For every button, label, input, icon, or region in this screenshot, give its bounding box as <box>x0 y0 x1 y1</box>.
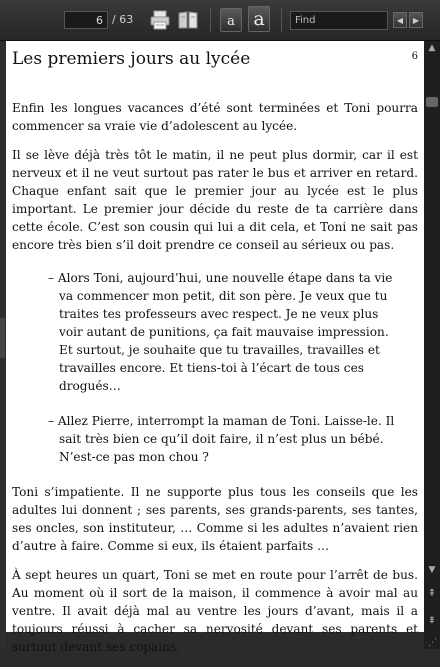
page-up-icon[interactable]: ⇞ <box>427 587 437 599</box>
paragraph: À sept heures un quart, Toni se met en route pour l’arrêt de bus. Au moment où il sort de la maison, il commence à avoir mal au ventre. Il avait déjà mal au ventre les jours d’avant, mais il a toujours réussi à cacher sa nervosité devant ses parents et surtout devant ses copains. <box>12 568 418 654</box>
print-icon[interactable] <box>149 9 171 31</box>
book-icon[interactable] <box>177 9 199 31</box>
page-title: Les premiers jours au lycée <box>12 49 251 69</box>
paragraph: Enfin les longues vacances d’été sont terminées et Toni pourra commencer sa vraie vie d’adolescent au lycée. <box>12 101 418 133</box>
page-number: 6 <box>411 51 418 62</box>
chevron-right-icon: ▶ <box>412 15 420 25</box>
sidebar-handle[interactable] <box>0 318 5 358</box>
increase-font-button[interactable]: a <box>248 6 270 32</box>
dialog-paragraph: – Alors Toni, aujourd’hui, une nouvelle étape dans ta vie va commencer mon petit, dit son père. Je veux que tu traites tes professeurs avec respect. Je ne veux plus voir autant de punitions, ça fait mauvaise impression. Et surtout, je souhaite que tu travailles, travailles et travailles encore. Et tiens-toi à l’écart de tous ces drogués… <box>48 271 393 393</box>
toolbar-divider <box>281 8 282 32</box>
vertical-scrollbar[interactable] <box>424 41 440 649</box>
decrease-font-button[interactable]: a <box>220 8 242 32</box>
document-page <box>6 41 424 654</box>
find-input[interactable] <box>290 11 388 30</box>
page-down-icon[interactable]: ⇟ <box>427 614 437 626</box>
page-number-input[interactable] <box>64 11 108 29</box>
dialog-paragraph: – Allez Pierre, interrompt la maman de Toni. Laisse-le. Il sait très bien ce qu’il doit faire, il n’est plus un bébé. N’est-ce pas mon chou ? <box>48 414 395 464</box>
paragraph: Toni s’impatiente. Il ne supporte plus tous les conseils que les adultes lui donnent ; ses parents, ses grands-parents, ses tantes, ses oncles, son instituteur, … Comme si les adultes n’avaient rien d’autre à faire. Comme si eux, ils étaient parfaits … <box>12 485 418 553</box>
find-next-button[interactable] <box>409 12 423 28</box>
paragraph: Il se lève déjà très tôt le matin, il ne peut plus dormir, car il est nerveux et il ne veut surtout pas rater le bus et arriver en retard. Chaque enfant sait que le premier jour au lycée est le plus important. Le premier jour décide du reste de ta carrière dans cette école. C’est son cousin qui lui a dit cela, et Toni ne sait pas encore très bien s’il doit prendre ce conseil au sérieux ou pas. <box>12 148 418 252</box>
document-content <box>12 99 418 667</box>
scroll-thumb[interactable] <box>426 97 438 107</box>
arrow-down-icon[interactable]: ▼ <box>428 565 436 575</box>
resize-grip-icon[interactable]: ⋰ <box>428 638 437 648</box>
find-previous-button[interactable] <box>393 12 407 28</box>
chevron-left-icon: ◀ <box>396 15 404 25</box>
arrow-up-icon[interactable]: ▲ <box>428 43 436 53</box>
page-total: / 63 <box>112 13 134 26</box>
toolbar <box>0 0 440 41</box>
toolbar-divider <box>210 8 211 32</box>
